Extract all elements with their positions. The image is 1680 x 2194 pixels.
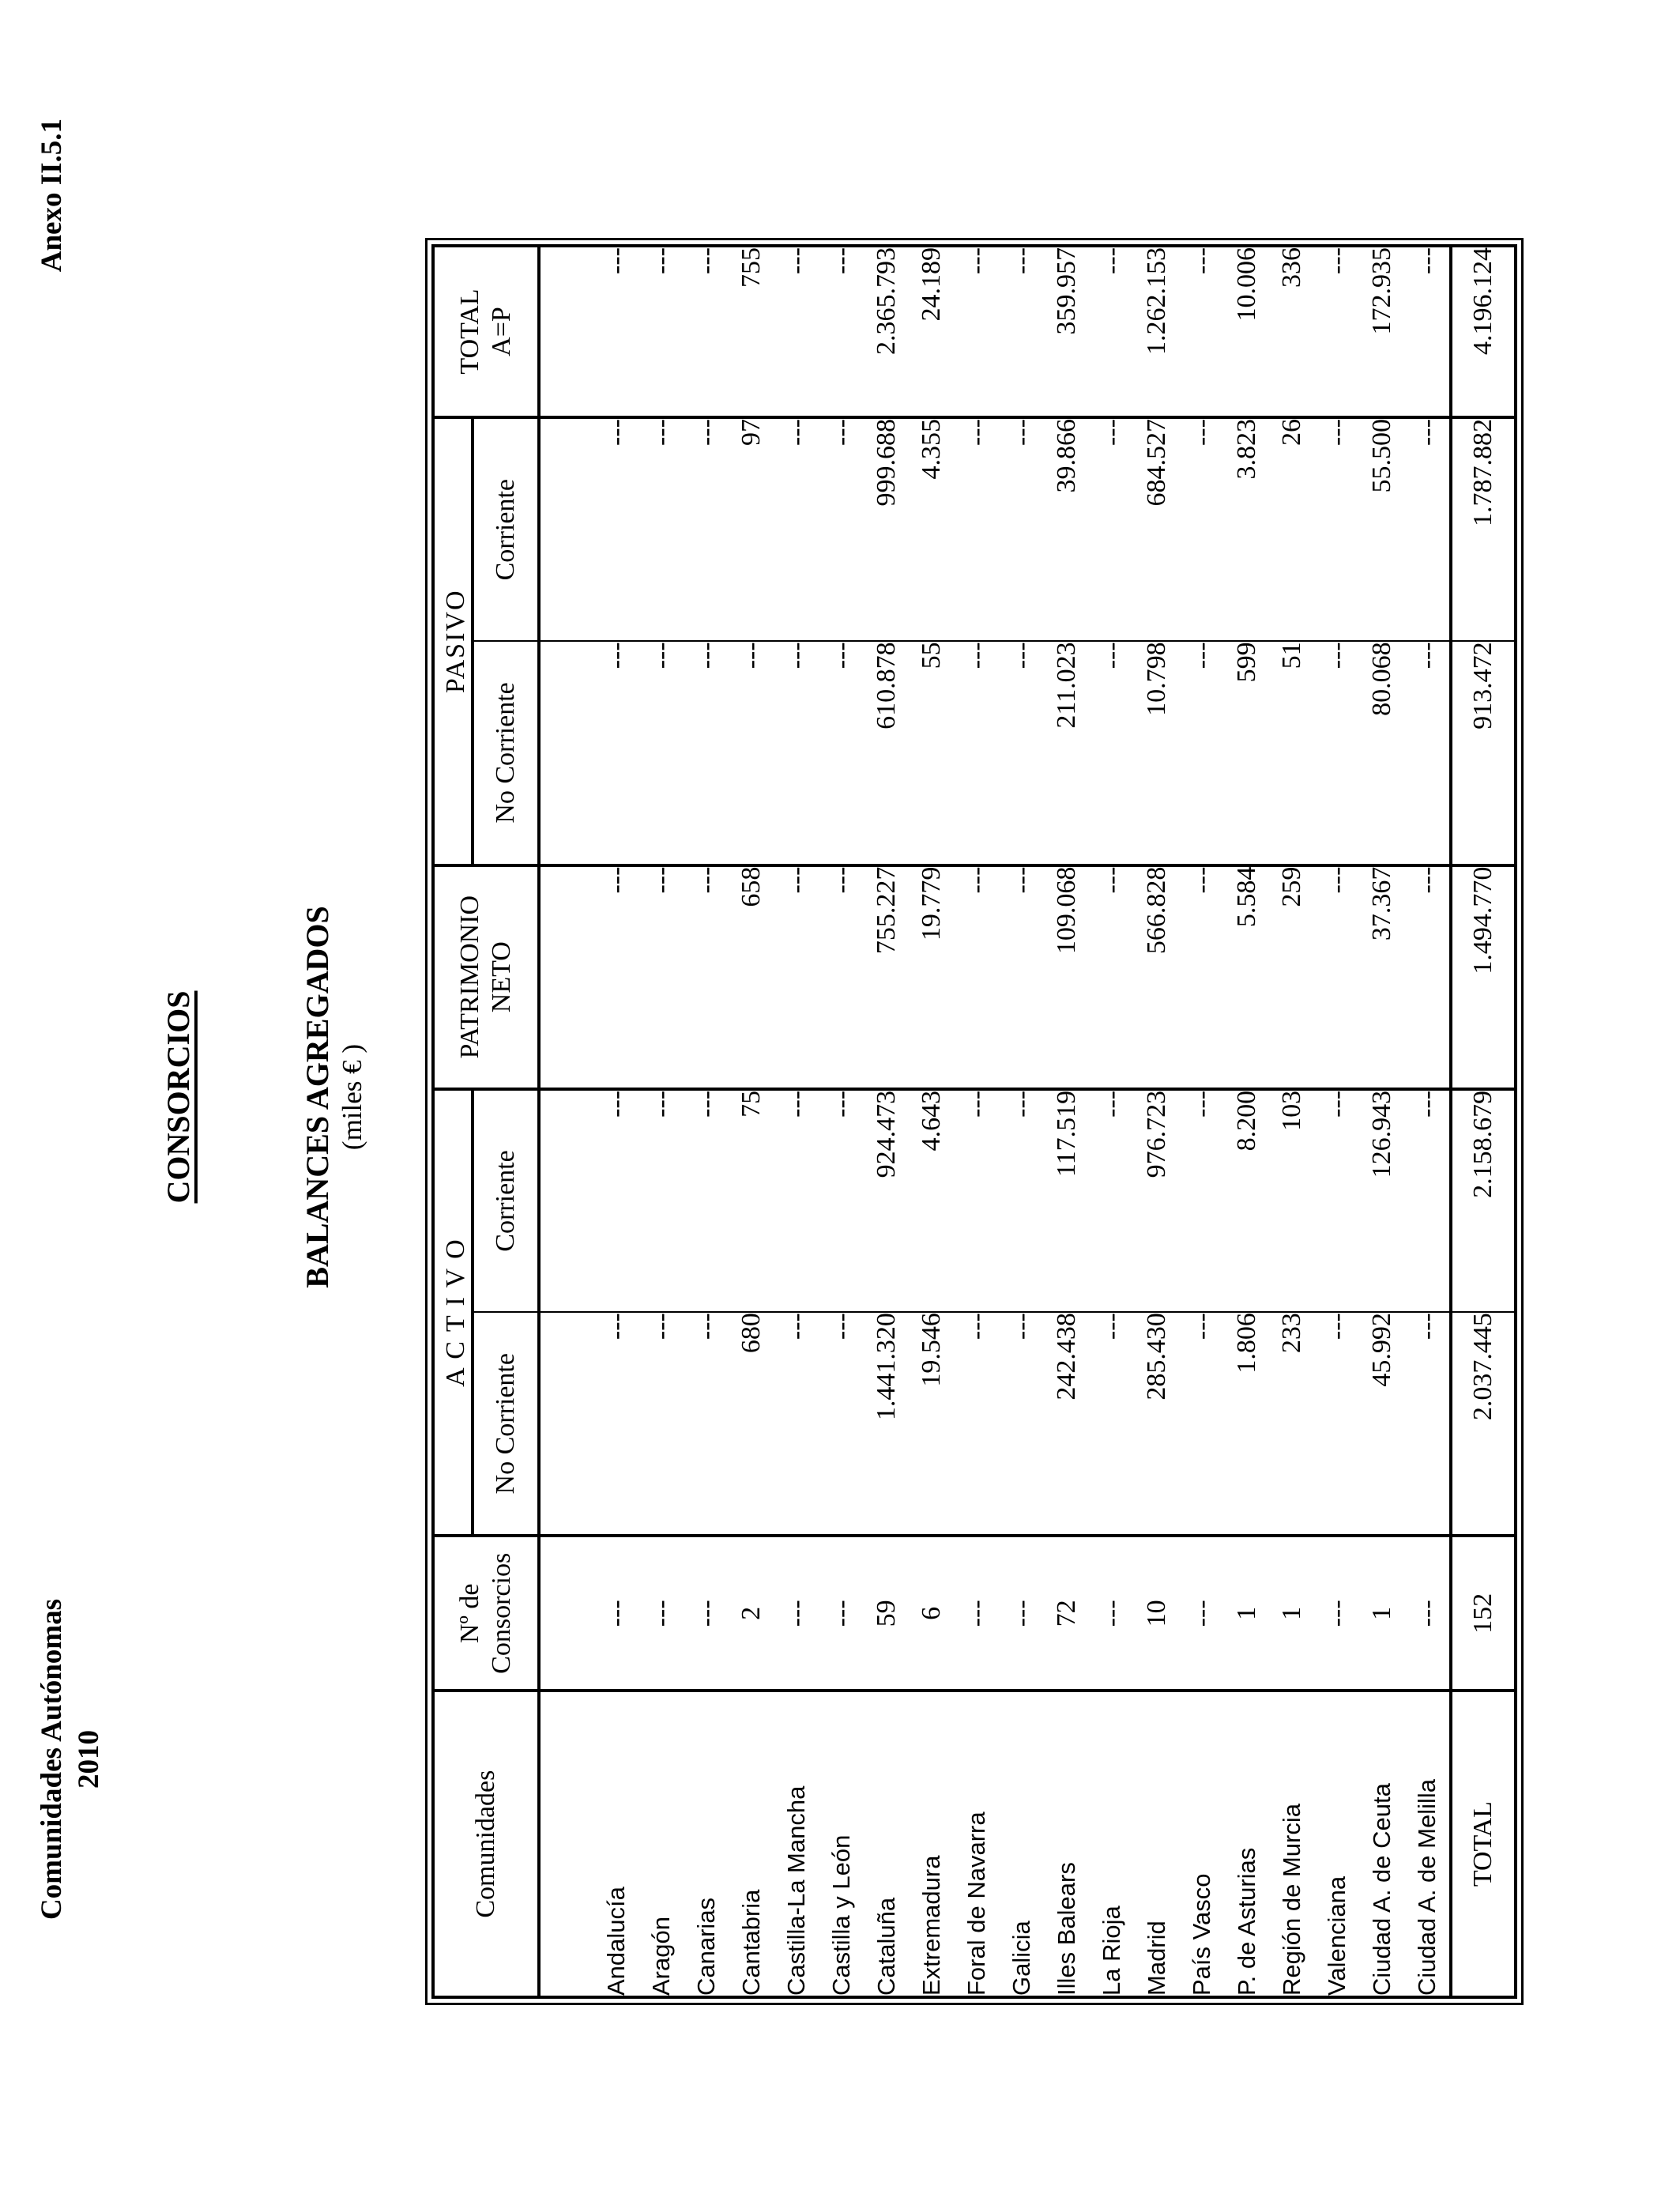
cell-pasivo-no-corriente: 55 (909, 641, 954, 865)
col-header-activo-no-corriente: No Corriente (473, 1312, 539, 1536)
cell-activo-no-corriente: 680 (729, 1312, 774, 1536)
cell-activo-corriente: 103 (1269, 1089, 1314, 1312)
cell-num-consorcios: 1 (1224, 1536, 1269, 1691)
cell-pasivo-no-corriente: --- (1314, 641, 1359, 865)
cell-activo-corriente: --- (774, 1089, 819, 1312)
cell-pasivo-no-corriente: --- (1179, 641, 1224, 865)
cell-total: --- (593, 246, 638, 417)
cell-patrimonio-neto: 37.367 (1359, 865, 1404, 1089)
cell-activo-corriente: --- (1179, 1089, 1224, 1312)
cell-activo-no-corriente: 233 (1269, 1312, 1314, 1536)
cell-comunidad: Aragón (638, 1691, 684, 1997)
cell-total: 336 (1269, 246, 1314, 417)
cell-activo-no-corriente: --- (1314, 1312, 1359, 1536)
spacer-cell (539, 865, 593, 1089)
cell-pasivo-no-corriente: 913.472 (1451, 641, 1516, 865)
table-row (729, 246, 774, 1997)
table-row (1134, 246, 1179, 1997)
cell-patrimonio-neto: 658 (729, 865, 774, 1089)
cell-total: --- (774, 246, 819, 417)
cell-num-consorcios: 1 (1269, 1536, 1314, 1691)
cell-patrimonio-neto: --- (819, 865, 864, 1089)
col-header-num-line2: Consorcios (487, 1552, 516, 1674)
cell-activo-corriente: --- (1089, 1089, 1134, 1312)
cell-pasivo-corriente: --- (638, 417, 684, 641)
cell-num-consorcios: --- (774, 1536, 819, 1691)
cell-activo-corriente: --- (593, 1089, 638, 1312)
cell-pasivo-no-corriente: 10.798 (1134, 641, 1179, 865)
cell-activo-corriente: --- (819, 1089, 864, 1312)
col-header-patrimonio-line1: PATRIMONIO (455, 895, 484, 1059)
table-row (1314, 246, 1359, 1997)
table-row (1224, 246, 1269, 1997)
cell-comunidad: Andalucía (593, 1691, 638, 1997)
cell-patrimonio-neto: 1.494.770 (1451, 865, 1516, 1089)
cell-patrimonio-neto: --- (954, 865, 999, 1089)
cell-activo-no-corriente: 242.438 (1044, 1312, 1089, 1536)
table-row (954, 246, 999, 1997)
cell-activo-no-corriente: --- (1179, 1312, 1224, 1536)
group-header-activo: A C T I V O (433, 1089, 473, 1536)
cell-activo-corriente: 126.943 (1359, 1089, 1404, 1312)
cell-comunidad: Cantabria (729, 1691, 774, 1997)
cell-patrimonio-neto: --- (1404, 865, 1451, 1089)
table-row (1359, 246, 1404, 1997)
cell-num-consorcios: 72 (1044, 1536, 1089, 1691)
balance-table-frame (425, 238, 1524, 2005)
cell-comunidad: Región de Murcia (1269, 1691, 1314, 1997)
cell-total: 4.196.124 (1451, 246, 1516, 417)
cell-activo-no-corriente: 19.546 (909, 1312, 954, 1536)
table-row (1179, 246, 1224, 1997)
cell-patrimonio-neto: 19.779 (909, 865, 954, 1089)
cell-pasivo-no-corriente: --- (684, 641, 729, 865)
cell-num-consorcios: 1 (1359, 1536, 1404, 1691)
cell-pasivo-corriente: 55.500 (1359, 417, 1404, 641)
table-row (638, 246, 684, 1997)
cell-pasivo-corriente: 26 (1269, 417, 1314, 641)
cell-pasivo-corriente: 3.823 (1224, 417, 1269, 641)
col-header-num-consorcios (433, 1536, 539, 1691)
cell-comunidad: Galicia (999, 1691, 1044, 1997)
cell-total: 2.365.793 (864, 246, 909, 417)
cell-pasivo-no-corriente: --- (819, 641, 864, 865)
units-label: (miles € ) (337, 1043, 367, 1151)
cell-pasivo-no-corriente: --- (999, 641, 1044, 865)
cell-patrimonio-neto: 566.828 (1134, 865, 1179, 1089)
header-year: 2010 (73, 1730, 105, 1789)
cell-pasivo-corriente: --- (999, 417, 1044, 641)
cell-patrimonio-neto: --- (1089, 865, 1134, 1089)
cell-patrimonio-neto: --- (999, 865, 1044, 1089)
cell-num-consorcios: --- (819, 1536, 864, 1691)
cell-patrimonio-neto: --- (774, 865, 819, 1089)
table-row (1044, 246, 1089, 1997)
col-header-num-line1: Nº de (455, 1583, 484, 1644)
cell-pasivo-corriente: 1.787.882 (1451, 417, 1516, 641)
cell-comunidad: Madrid (1134, 1691, 1179, 1997)
table-row (1269, 246, 1314, 1997)
cell-comunidad: Illes Balears (1044, 1691, 1089, 1997)
cell-pasivo-corriente: 4.355 (909, 417, 954, 641)
cell-num-consorcios: --- (1179, 1536, 1224, 1691)
cell-num-consorcios: --- (999, 1536, 1044, 1691)
cell-total: --- (819, 246, 864, 417)
cell-patrimonio-neto: --- (1314, 865, 1359, 1089)
cell-pasivo-no-corriente: 599 (1224, 641, 1269, 865)
header-left (33, 1538, 107, 1981)
cell-total: --- (684, 246, 729, 417)
table-row (819, 246, 864, 1997)
cell-pasivo-no-corriente: --- (954, 641, 999, 865)
cell-num-consorcios: 152 (1451, 1536, 1516, 1691)
spacer-cell (539, 417, 593, 641)
cell-total: --- (1089, 246, 1134, 417)
cell-pasivo-corriente: --- (1314, 417, 1359, 641)
cell-patrimonio-neto: 259 (1269, 865, 1314, 1089)
cell-comunidad: P. de Asturias (1224, 1691, 1269, 1997)
cell-pasivo-corriente: --- (1179, 417, 1224, 641)
cell-comunidad: Canarias (684, 1691, 729, 1997)
cell-pasivo-no-corriente: 211.023 (1044, 641, 1089, 865)
cell-patrimonio-neto: --- (1179, 865, 1224, 1089)
header-title: Comunidades Autónomas (36, 1598, 68, 1921)
col-header-comunidades: Comunidades (433, 1691, 539, 1997)
col-header-activo-corriente: Corriente (473, 1089, 539, 1312)
col-header-total-line1: TOTAL (455, 288, 484, 375)
cell-pasivo-no-corriente: --- (638, 641, 684, 865)
cell-total: 359.957 (1044, 246, 1089, 417)
cell-total: --- (1179, 246, 1224, 417)
cell-comunidad: Foral de Navarra (954, 1691, 999, 1997)
spacer-cell (539, 1089, 593, 1312)
table-row (1404, 246, 1451, 1997)
spacer-cell (539, 246, 593, 417)
cell-comunidad: Castilla y León (819, 1691, 864, 1997)
cell-comunidad: Ciudad A. de Ceuta (1359, 1691, 1404, 1997)
cell-comunidad: La Rioja (1089, 1691, 1134, 1997)
cell-activo-no-corriente: 285.430 (1134, 1312, 1179, 1536)
cell-patrimonio-neto: --- (593, 865, 638, 1089)
cell-comunidad: TOTAL (1451, 1691, 1516, 1997)
cell-pasivo-no-corriente: --- (1089, 641, 1134, 865)
cell-activo-no-corriente: --- (819, 1312, 864, 1536)
cell-activo-corriente: --- (954, 1089, 999, 1312)
cell-num-consorcios: 6 (909, 1536, 954, 1691)
cell-total: --- (1404, 246, 1451, 417)
cell-pasivo-no-corriente: 80.068 (1359, 641, 1404, 865)
total-row (1451, 246, 1516, 1997)
cell-comunidad: Cataluña (864, 1691, 909, 1997)
cell-activo-corriente: --- (638, 1089, 684, 1312)
spacer-cell (539, 641, 593, 865)
cell-comunidad: Extremadura (909, 1691, 954, 1997)
cell-patrimonio-neto: 5.584 (1224, 865, 1269, 1089)
cell-num-consorcios: --- (954, 1536, 999, 1691)
table-title: BALANCES AGREGADOS (299, 906, 335, 1288)
cell-patrimonio-neto: --- (638, 865, 684, 1089)
table-row (774, 246, 819, 1997)
cell-pasivo-corriente: --- (819, 417, 864, 641)
spacer-cell (539, 1536, 593, 1691)
cell-num-consorcios: --- (684, 1536, 729, 1691)
cell-num-consorcios: --- (1314, 1536, 1359, 1691)
cell-activo-corriente: 117.519 (1044, 1089, 1089, 1312)
table-row (684, 246, 729, 1997)
cell-pasivo-corriente: --- (954, 417, 999, 641)
cell-activo-no-corriente: --- (638, 1312, 684, 1536)
cell-activo-no-corriente: 2.037.445 (1451, 1312, 1516, 1536)
cell-comunidad: Valenciana (1314, 1691, 1359, 1997)
spacer-cell (539, 1691, 593, 1997)
cell-total: 10.006 (1224, 246, 1269, 417)
table-row (1089, 246, 1134, 1997)
cell-total: --- (638, 246, 684, 417)
table-spacer-row (539, 246, 593, 1997)
group-header-pasivo: PASIVO (433, 417, 473, 865)
cell-comunidad: Castilla-La Mancha (774, 1691, 819, 1997)
table-row (999, 246, 1044, 1997)
cell-activo-no-corriente: --- (954, 1312, 999, 1536)
cell-total: 172.935 (1359, 246, 1404, 417)
cell-total: --- (1314, 246, 1359, 417)
cell-activo-corriente: 976.723 (1134, 1089, 1179, 1312)
cell-num-consorcios: 10 (1134, 1536, 1179, 1691)
cell-activo-no-corriente: --- (684, 1312, 729, 1536)
cell-pasivo-corriente: --- (1404, 417, 1451, 641)
cell-activo-no-corriente: --- (1089, 1312, 1134, 1536)
cell-activo-corriente: 924.473 (864, 1089, 909, 1312)
cell-patrimonio-neto: 109.068 (1044, 865, 1089, 1089)
cell-num-consorcios: --- (638, 1536, 684, 1691)
cell-pasivo-corriente: 97 (729, 417, 774, 641)
cell-num-consorcios: 59 (864, 1536, 909, 1691)
col-header-total-line2: A=P (487, 307, 516, 356)
cell-pasivo-no-corriente: --- (593, 641, 638, 865)
cell-total: --- (954, 246, 999, 417)
cell-activo-no-corriente: 1.806 (1224, 1312, 1269, 1536)
cell-activo-corriente: 2.158.679 (1451, 1089, 1516, 1312)
cell-comunidad: Ciudad A. de Melilla (1404, 1691, 1451, 1997)
table-body (539, 246, 1516, 1997)
spacer-cell (539, 1312, 593, 1536)
cell-pasivo-corriente: --- (593, 417, 638, 641)
cell-pasivo-corriente: --- (684, 417, 729, 641)
cell-activo-corriente: --- (684, 1089, 729, 1312)
table-row (864, 246, 909, 1997)
section-title (160, 0, 197, 2194)
cell-activo-corriente: 4.643 (909, 1089, 954, 1312)
balance-table (431, 244, 1517, 1999)
cell-pasivo-corriente: 999.688 (864, 417, 909, 641)
cell-activo-corriente: 75 (729, 1089, 774, 1312)
cell-activo-no-corriente: 45.992 (1359, 1312, 1404, 1536)
cell-activo-no-corriente: --- (593, 1312, 638, 1536)
col-header-patrimonio-line2: NETO (487, 941, 516, 1013)
cell-pasivo-corriente: 39.866 (1044, 417, 1089, 641)
cell-pasivo-no-corriente: --- (729, 641, 774, 865)
table-row (593, 246, 638, 1997)
col-header-pasivo-no-corriente: No Corriente (473, 641, 539, 865)
cell-activo-no-corriente: --- (774, 1312, 819, 1536)
cell-pasivo-no-corriente: 51 (1269, 641, 1314, 865)
cell-pasivo-no-corriente: --- (774, 641, 819, 865)
col-header-patrimonio-neto (433, 865, 539, 1089)
cell-pasivo-no-corriente: --- (1404, 641, 1451, 865)
cell-total: --- (999, 246, 1044, 417)
cell-pasivo-corriente: --- (1089, 417, 1134, 641)
cell-total: 1.262.153 (1134, 246, 1179, 417)
cell-activo-corriente: 8.200 (1224, 1089, 1269, 1312)
cell-patrimonio-neto: 755.227 (864, 865, 909, 1089)
cell-total: 24.189 (909, 246, 954, 417)
cell-activo-corriente: --- (1404, 1089, 1451, 1312)
cell-pasivo-no-corriente: 610.878 (864, 641, 909, 865)
section-title-text: CONSORCIOS (160, 990, 196, 1204)
cell-num-consorcios: --- (1404, 1536, 1451, 1691)
cell-activo-corriente: --- (999, 1089, 1044, 1312)
cell-num-consorcios: 2 (729, 1536, 774, 1691)
cell-activo-corriente: --- (1314, 1089, 1359, 1312)
cell-comunidad: País Vasco (1179, 1691, 1224, 1997)
cell-activo-no-corriente: --- (999, 1312, 1044, 1536)
cell-patrimonio-neto: --- (684, 865, 729, 1089)
col-header-total (433, 246, 539, 417)
table-header (433, 246, 539, 1997)
cell-pasivo-corriente: 684.527 (1134, 417, 1179, 641)
cell-num-consorcios: --- (593, 1536, 638, 1691)
cell-num-consorcios: --- (1089, 1536, 1134, 1691)
cell-activo-no-corriente: --- (1404, 1312, 1451, 1536)
cell-pasivo-corriente: --- (774, 417, 819, 641)
cell-activo-no-corriente: 1.441.320 (864, 1312, 909, 1536)
cell-total: 755 (729, 246, 774, 417)
annex-label: Anexo II.5.1 (36, 119, 68, 273)
col-header-pasivo-corriente: Corriente (473, 417, 539, 641)
table-row (909, 246, 954, 1997)
